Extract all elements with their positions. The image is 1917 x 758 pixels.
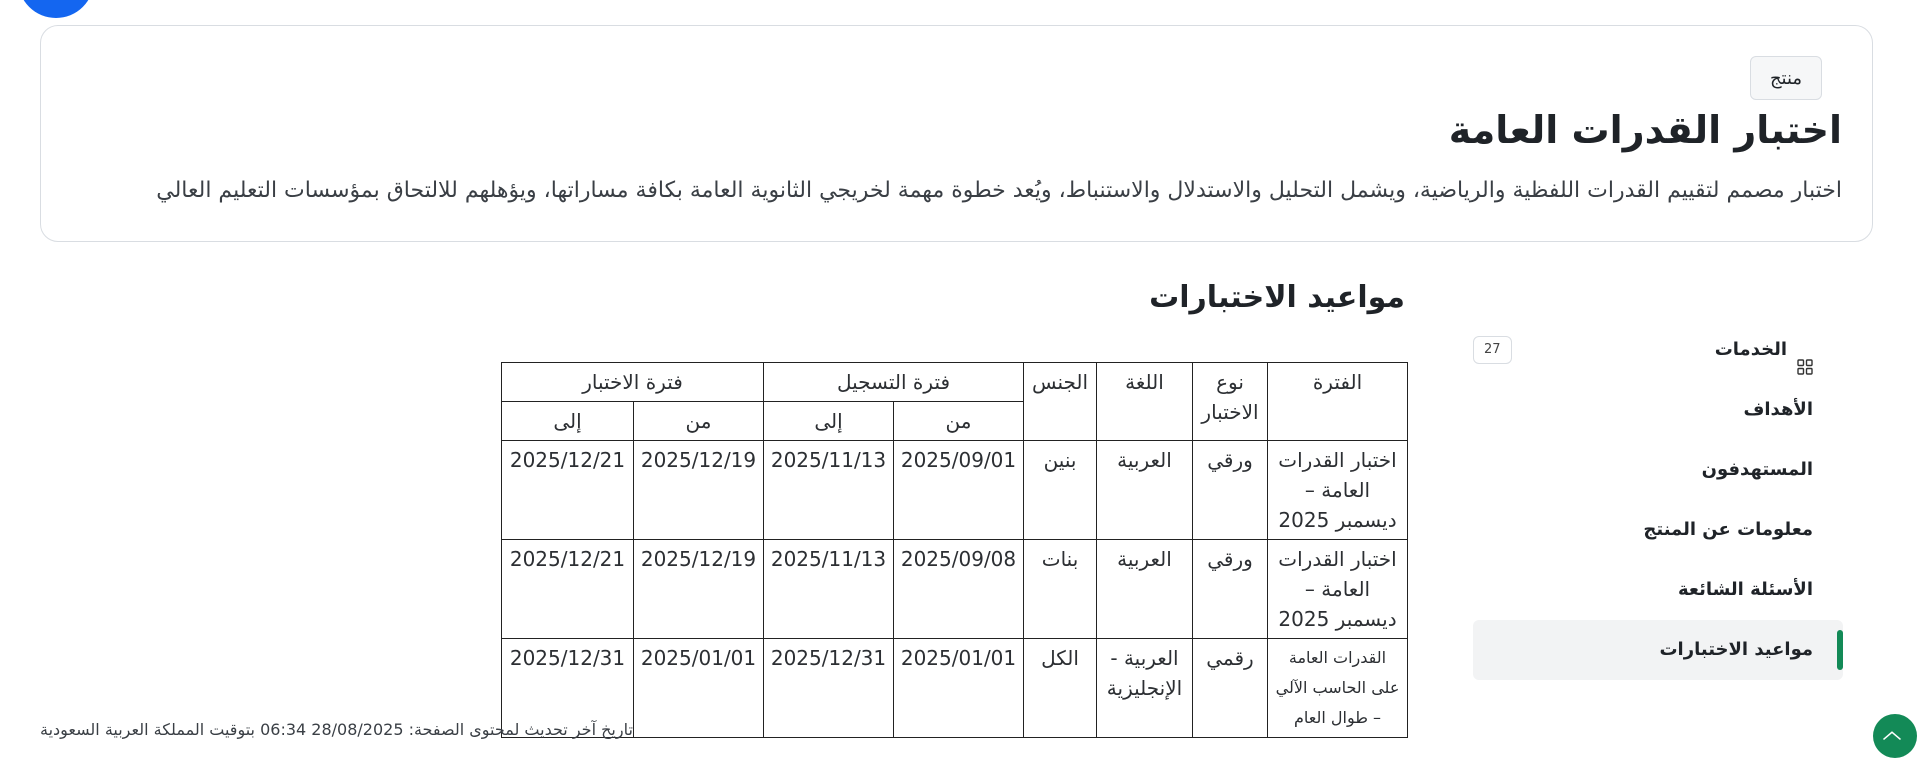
cell-language: العربية <box>1097 540 1193 639</box>
cell-reg-to: 2025/12/31 <box>764 639 894 738</box>
col-header-exam-period: فترة الاختبار <box>502 363 764 402</box>
cell-exam-to: 2025/12/21 <box>502 540 634 639</box>
cell-reg-to: 2025/11/13 <box>764 540 894 639</box>
cell-period: القدرات العامة على الحاسب الآلي – طوال العام <box>1268 639 1408 738</box>
table-row <box>502 639 1408 738</box>
avatar-circle[interactable] <box>18 0 94 18</box>
nav-item-target-audience[interactable] <box>1473 440 1843 500</box>
col-header-registration: فترة التسجيل <box>764 363 1024 402</box>
col-header-language: اللغة <box>1097 363 1193 441</box>
page-title: اختبار القدرات العامة <box>1448 108 1842 152</box>
nav-item-services[interactable] <box>1473 320 1843 380</box>
page-description: اختبار مصمم لتقييم القدرات اللفظية والرياضية، ويشمل التحليل والاستدلال والاستنباط، ويُعد خطوة مهمة لخريجي الثانوية العامة بكافة مساراتها، ويؤهلهم للالتحاق بمؤسسات التعليم العالي <box>156 178 1842 203</box>
cell-reg-from: 2025/09/08 <box>894 540 1024 639</box>
col-header-exam-to: إلى <box>502 402 634 441</box>
chevron-up-icon: ︿ <box>1883 722 1901 743</box>
cell-exam-to: 2025/12/31 <box>502 639 634 738</box>
cell-test-type: ورقي <box>1193 540 1268 639</box>
active-indicator <box>1837 630 1843 670</box>
table-header-row <box>502 363 1408 402</box>
nav-item-faq[interactable] <box>1473 560 1843 620</box>
product-badge: منتج <box>1750 56 1822 100</box>
nav-item-label: معلومات عن المنتج <box>1643 519 1813 540</box>
cell-reg-from: 2025/01/01 <box>894 639 1024 738</box>
nav-item-label: الخدمات <box>1714 339 1787 360</box>
col-header-period: الفترة <box>1268 363 1408 441</box>
cell-exam-from: 2025/01/01 <box>634 639 764 738</box>
cell-period: اختبار القدرات العامة – ديسمبر 2025 <box>1268 540 1408 639</box>
col-header-exam-from: من <box>634 402 764 441</box>
cell-exam-from: 2025/12/19 <box>634 441 764 540</box>
cell-test-type: ورقي <box>1193 441 1268 540</box>
nav-item-product-info[interactable] <box>1473 500 1843 560</box>
cell-exam-to: 2025/12/21 <box>502 441 634 540</box>
schedule-table <box>501 362 1408 738</box>
nav-item-goals[interactable] <box>1473 380 1843 440</box>
schedule-section-title: مواعيد الاختبارات <box>1149 280 1405 315</box>
cell-period: اختبار القدرات العامة – ديسمبر 2025 <box>1268 441 1408 540</box>
cell-gender: الكل <box>1024 639 1097 738</box>
nav-item-label: الأسئلة الشائعة <box>1678 579 1813 600</box>
product-header-card <box>40 25 1873 242</box>
side-navigation <box>1473 320 1843 680</box>
nav-item-label: الأهداف <box>1743 399 1813 420</box>
cell-language: العربية - الإنجليزية <box>1097 639 1193 738</box>
cell-gender: بنين <box>1024 441 1097 540</box>
cell-reg-to: 2025/11/13 <box>764 441 894 540</box>
col-header-gender: الجنس <box>1024 363 1097 441</box>
cell-gender: بنات <box>1024 540 1097 639</box>
grid-icon <box>1797 340 1813 356</box>
table-row <box>502 540 1408 639</box>
nav-item-label: المستهدفون <box>1701 459 1813 480</box>
last-updated-text: تاريخ آخر تحديث لمحتوى الصفحة: 28/08/2025 06:34 بتوقيت المملكة العربية السعودية <box>40 720 633 739</box>
nav-item-label: مواعيد الاختبارات <box>1659 639 1813 660</box>
nav-item-test-dates[interactable] <box>1473 620 1843 680</box>
cell-reg-from: 2025/09/01 <box>894 441 1024 540</box>
scroll-to-top-button[interactable] <box>1873 714 1917 758</box>
services-count-badge: 27 <box>1473 336 1512 364</box>
col-header-test-type: نوع الاختبار <box>1193 363 1268 441</box>
col-header-reg-to: إلى <box>764 402 894 441</box>
cell-language: العربية <box>1097 441 1193 540</box>
cell-test-type: رقمي <box>1193 639 1268 738</box>
cell-exam-from: 2025/12/19 <box>634 540 764 639</box>
col-header-reg-from: من <box>894 402 1024 441</box>
table-row <box>502 441 1408 540</box>
